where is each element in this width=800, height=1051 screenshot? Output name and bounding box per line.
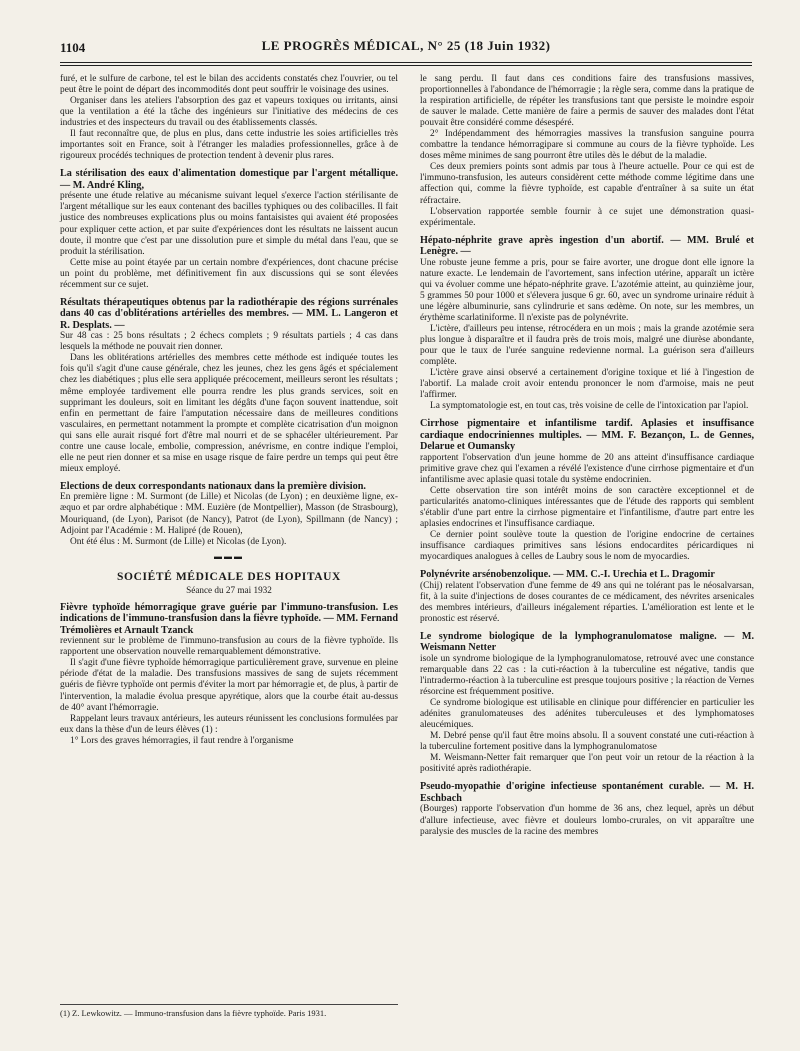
paragraph: L'observation rapportée semble fournir à ce sujet une démonstration quasi-expérimentale. bbox=[420, 206, 754, 228]
paragraph: 1° Lors des graves hémorragies, il faut rendre à l'organisme bbox=[70, 735, 294, 746]
header-rule-thin bbox=[60, 65, 752, 66]
society-title: SOCIÉTÉ MÉDICALE DES HOPITAUX bbox=[117, 570, 341, 583]
left-column bbox=[60, 74, 398, 747]
paragraph: reviennent sur le problème de l'immuno-transfusion au cours de la fièvre typhoïde. Ils rapportent une observation nouvelle remarquablement démonstrative. bbox=[60, 636, 398, 658]
paragraph: isole un syndrome biologique de la lymphogranulomatose, retrouvé avec une constance remarquable dans 22 cas : la cuti-réaction à la tuberculine est négative, tandis que l'intradermo-réaction à la tuberculine est presque toujours positive ; la réaction de Vernes résorcine est fréquemment positive. bbox=[420, 653, 754, 698]
article-heading: Elections de deux correspondants nationaux dans la première division. bbox=[60, 480, 366, 492]
paragraph: Il s'agit d'une fièvre typhoïde hémorragique particulièrement grave, survenue en pleine période d'état de la maladie. Des transfusions massives de sang de sujets récemment guéris de fièvre typhoïde ont permis d'éviter la mort par hémorragie et, de plus, à partir de l'intervention, la maladie évolua presque apyrétique, alors que la courbe était au-dessus de 40° avant l'hémorragie. bbox=[60, 658, 398, 713]
footnote: (1) Z. Lewkowitz. — Immuno-transfusion dans la fièvre typhoïde. Paris 1931. bbox=[60, 1004, 398, 1018]
article-heading: Résultats thérapeutiques obtenus par la radiothérapie des régions surrénales dans 40 cas d'oblitérations artérielles des membres. — MM. L. Langeron et R. Desplats. — bbox=[60, 296, 398, 331]
paragraph: Organiser dans les ateliers l'absorption des gaz et vapeurs toxiques ou irritants, ainsi que la ventilation a été la tâche des ingénieurs sur l'initiative des médecins de ces industries et des inspecteurs du travail ou des établissements classés. bbox=[60, 96, 398, 129]
article-heading: Pseudo-myopathie d'origine infectieuse spontanément curable. — M. H. Eschbach bbox=[420, 781, 754, 804]
paragraph: furé, et le sulfure de carbone, tel est le bilan des accidents constatés chez l'ouvrier, ou tel peut être le point de départ des incommodités dont peut souffrir le voisinage des usines. bbox=[60, 74, 398, 96]
article-heading: Cirrhose pigmentaire et infantilisme tardif. Aplasies et insuffisance cardiaque endocriniennes multiples. — MM. F. Bezançon, L. de Gennes, Delarue et Oumansky bbox=[420, 418, 754, 453]
paragraph: (Chij) relatent l'observation d'une femme de 49 ans qui ne tolérant pas le néosalvarsan, fit, à la suite d'injections de doses courantes de ce médicament, des névrites arsenicales des membres intérieurs, d'ailleurs inégalement réparties. L'amélioration est lente et le pronostic est réservé. bbox=[420, 580, 754, 624]
article-heading: Le syndrome biologique de la lymphogranulomatose maligne. — M. Weismann Netter bbox=[420, 630, 754, 654]
paragraph: Ont été élus : M. Surmont (de Lille) et Nicolas (de Lyon). bbox=[70, 536, 287, 547]
running-title: LE PROGRÈS MÉDICAL, N° 25 (18 Juin 1932) bbox=[261, 38, 551, 53]
article-heading: Fièvre typhoïde hémorragique grave guérie par l'immuno-transfusion. Les indications de l'immuno-transfusion dans la fièvre typhoïde. — MM. Fernand Trémolières et Arnault Tzanck bbox=[60, 601, 399, 636]
paragraph: Il faut reconnaître que, de plus en plus, dans cette industrie les soies artificielles très importantes soit en France, soit à l'étranger les maladies professionnelles, grâce à de rigoureux procédés techniques de protection tendent à devenir plus rares. bbox=[60, 129, 398, 162]
paragraph: Rappelant leurs travaux antérieurs, les auteurs réunissent les conclusions formulées par eux dans la thèse d'un de leurs élèves (1) : bbox=[60, 713, 398, 735]
paragraph: Sur 48 cas : 25 bons résultats ; 2 échecs complets ; 9 résultats partiels ; 4 cas dans lesquels la méthode ne pouvait rien donner. bbox=[60, 331, 398, 353]
paragraph: Ce dernier point soulève toute la question de l'origine endocrine de certaines insuffisance cardiaques primitives sans lésions endocardites péricardiques ni myocardiques analogues à celles de Laubry sous le nom de myocardies. bbox=[420, 530, 754, 563]
section-separator: ▬▬▬ bbox=[214, 551, 244, 561]
paragraph: Une robuste jeune femme a pris, pour se faire avorter, une drogue dont elle ignore la nature exacte. Le lendemain de l'avortement, sans infection utérine, apparaît un ictère qui va évoluer comme une hépato-néphrite grave. L'azotémie atteint, au quinzième jour, 5 grammes 50 pour 1000 et s'élevera jusque 6 gr. 60, avec un syndrome urinaire réduit à une légère albuminurie, sans cylindrurie et sans œdème. On note, sur les membres, un érythème scarlatiniforme. Il n'existe pas de polynévrite. bbox=[420, 257, 754, 323]
paragraph: L'ictère, d'ailleurs peu intense, rétrocédera en un mois ; mais la grande azotémie sera plus longue à disparaître et il faudra près de trois mois, malgré une diurèse abondante, pour que le taux de l'urée sanguine redevienne normal. La guérison sera d'ailleurs complète. bbox=[420, 323, 754, 368]
running-header bbox=[60, 38, 752, 58]
page-number: 1104 bbox=[60, 40, 86, 55]
article-heading: Hépato-néphrite grave après ingestion d'un abortif. — MM. Brulé et Lenègre. — bbox=[420, 234, 754, 258]
article-heading: Polynévrite arsénobenzolique. — MM. C.-I. Urechia et L. Dragomir bbox=[420, 569, 715, 581]
paragraph: M. Weismann-Netter fait remarquer que l'on peut voir un retour de la réaction à la positivité après radiothérapie. bbox=[420, 753, 754, 775]
right-column bbox=[420, 74, 754, 838]
paragraph: Cette mise au point étayée par un certain nombre d'expériences, dont chacune précise un point du problème, met définitivement fin aux discussions qui se sont élevées récemment sur ce sujet. bbox=[60, 257, 398, 290]
header-rule bbox=[60, 62, 752, 63]
paragraph: La symptomatologie est, en tout cas, très voisine de celle de l'intoxication par l'apiol. bbox=[430, 401, 749, 412]
seance-date: Séance du 27 mai 1932 bbox=[186, 584, 272, 595]
paragraph: le sang perdu. Il faut dans ces conditions faire des transfusions massives, proportionnelles à l'abondance de l'hémorragie ; la règle sera, comme dans la pratique de la respiration artificielle, de répéter les transfusions tant que persiste le moindre espoir de sauver le malade. Cette manière de faire a permis de sauver des malades dont l'état pouvait être considéré comme désespéré. bbox=[420, 74, 754, 129]
paragraph: Ce syndrome biologique est utilisable en clinique pour différencier en particulier les adénites granulomateuses des adénites tuberculeuses et des lymphomatoses aleucémiques. bbox=[420, 698, 754, 731]
article-heading: La stérilisation des eaux d'alimentation domestique par l'argent métallique. — M. André Kling, bbox=[60, 168, 398, 191]
paragraph: En première ligne : M. Surmont (de Lille) et Nicolas (de Lyon) ; en deuxième ligne, ex-æquo et par ordre alphabétique : MM. Euzière (de Montpellier), Masson (de Strasbourg), Mouriquand, (de Lyon), Parisot (de Nancy), Patrot (de Lyon), Spillmann (de Nancy) ; Adjoint par l'Académie : M. Halipré (de Rouen), bbox=[60, 492, 398, 536]
paragraph: rapportent l'observation d'un jeune homme de 20 ans atteint d'insuffisance cardiaque primitive grave chez qui l'examen a révélé l'existence d'une cirrhose pigmentaire et d'un infantilisme avec aplasie quasi totale du système endocrinien. bbox=[420, 452, 754, 485]
paragraph: Cette observation tire son intérêt moins de son caractère exceptionnel et de particularités anatomo-cliniques intéressantes que de l'étude des rapports qui semblent s'établir d'une part entre la cirrhose pigmentaire et l'infantilisme, d'autre part entre les aplasies endocrines et l'insuffisance cardiaque. bbox=[420, 485, 754, 530]
paragraph: 2° Indépendamment des hémorragies massives la transfusion sanguine pourra combattre la tendance hémorragipare si commune au cours de la fièvre typhoïde. Les doses même minimes de sang pourront être utiles dès le début de la maladie. bbox=[420, 129, 754, 162]
paragraph: Ces deux premiers points sont admis par tous à l'heure actuelle. Pour ce qui est de l'immuno-transfusion, les auteurs considèrent cette méthode comme légitime dans une affection qui, comme la fièvre typhoïde, est capable d'entraîner à sa suite un état réfractaire. bbox=[420, 162, 754, 206]
paragraph: (Bourges) rapporte l'observation d'un homme de 36 ans, chez lequel, après un début d'allure infectieuse, avec fièvre et douleurs lombo-crurales, on vit apparaître une paralysie des muscles de la racine des membres bbox=[420, 804, 754, 837]
paragraph: L'ictère grave ainsi observé a certainement d'origine toxique et lié à l'ingestion de l'abortif. La malade croit avoir entendu prononcer le nom d'armoise, mais ne peut l'affirmer. bbox=[420, 368, 754, 401]
paragraph: présente une étude relative au mécanisme suivant lequel s'exerce l'action stérilisante de l'argent métallique sur les eaux contenant des bacilles typhiques ou des colibacilles. Il fait justice des nombreuses explications plus ou moins fantaisistes qui avaient été proposées pour expliquer cette action, et par suite d'expériences dont les résultats ne laissent aucun doute, il montre que c'est par une dissolution pure et simple du métal dans l'eau, que se produit la stérilisation. bbox=[60, 191, 398, 257]
paragraph: M. Debré pense qu'il faut être moins absolu. Il a souvent constaté une cuti-réaction à la tuberculine fortement positive dans la lymphogranulomatose bbox=[420, 731, 754, 753]
paragraph: Dans les oblitérations artérielles des membres cette méthode est indiquée toutes les fois qu'il s'agit d'une cause générale, chez les jeunes, chez les gens âgés et spécialement chez les diabétiques ; plus elle sera appliquée précocement, meilleurs seront les résultats ; même employée tardivement elle pourra rendre les plus grands services, soit en supprimant les douleurs, soit en limitant les dégâts d'une façon souvent inattendue, soit enfin en permettant de faire l'amputation nécessaire dans de meilleures conditions vasculaires, en permettant notamment la prompte et complète cicatrisation d'un moignon qui sans elle aurait risqué fort d'être mal nourri et de se sphacéler ultérieurement. Par contre une cause locale, embolie, compression, anévrisme, en contre indique l'emploi, elle ne peut rien donner et sa mise en usage risque de faire perdre un temps qui peut être mieux employé. bbox=[60, 353, 398, 474]
